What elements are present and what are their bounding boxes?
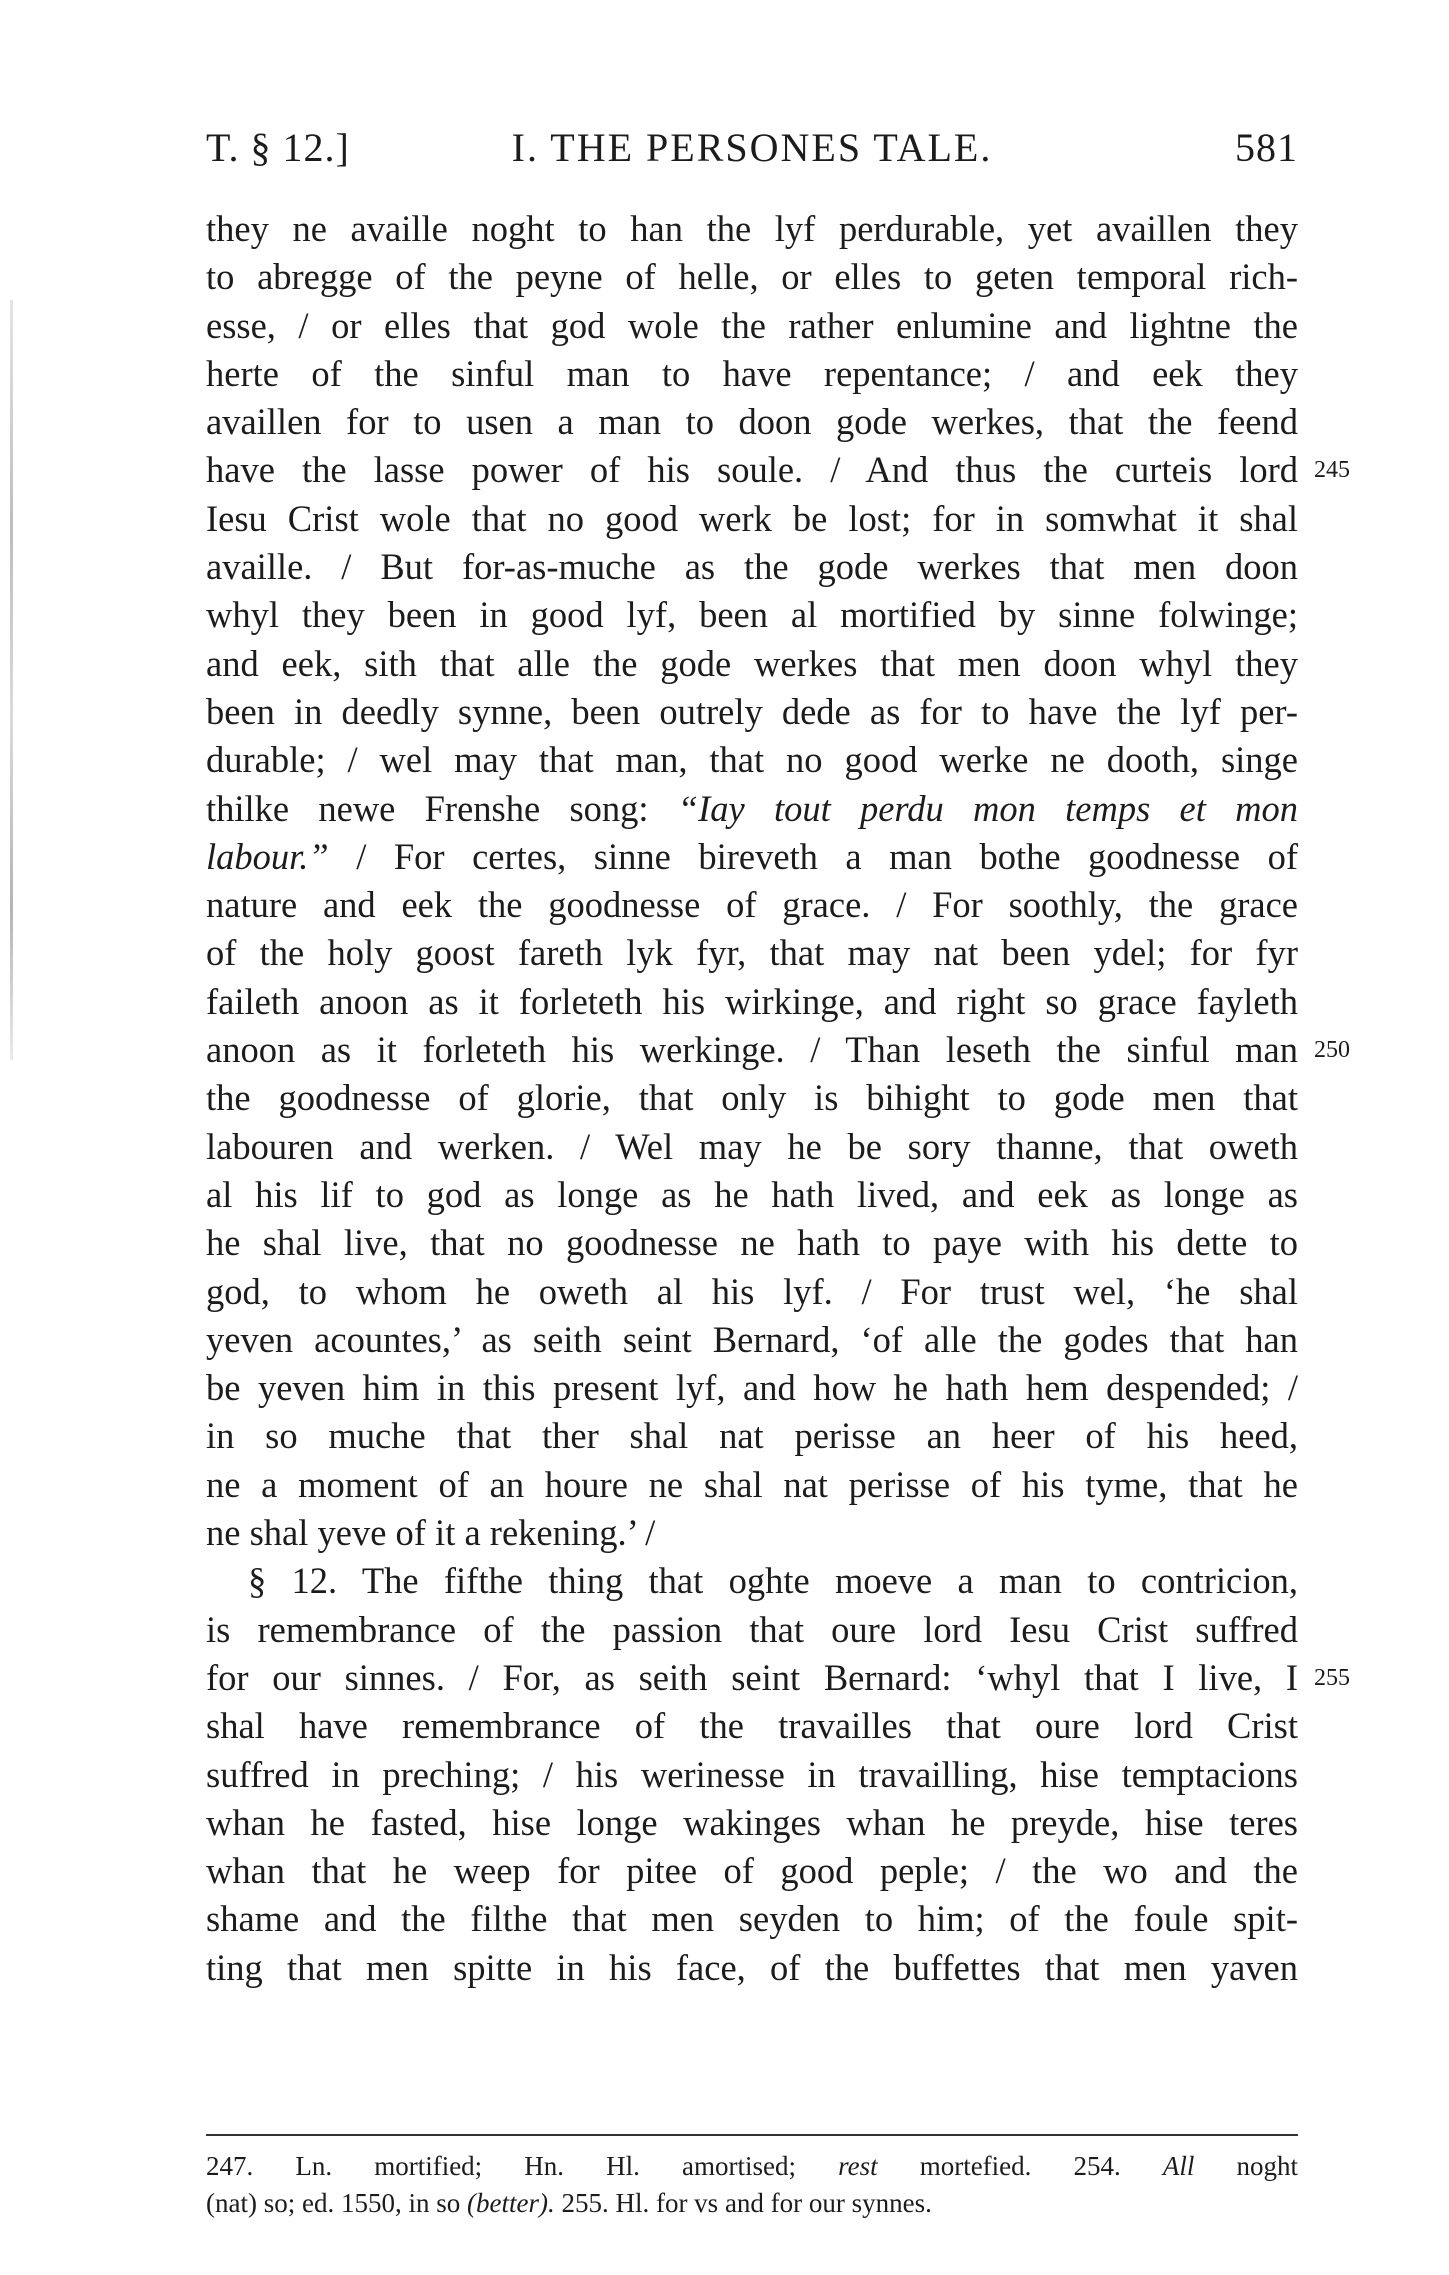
footnote-line: (nat) so; ed. 1550, in so (better). 255. Hl. for vs and for our synnes. [206, 2188, 932, 2218]
text-line: al his lif to god as longe as he hath lived, and eek as longe as [206, 1173, 1298, 1215]
footnote-line: 247. Ln. mortified; Hn. Hl. amortised; rest mortefied. 254. All noght [206, 2151, 1299, 2181]
text-line: he shal live, that no goodnesse ne hath to paye with his dette to [206, 1222, 1298, 1264]
text-line: ne a moment of an houre ne shal nat perisse of his tyme, that he [206, 1463, 1298, 1505]
text-line: and eek, sith that alle the gode werkes that men doon whyl they [206, 642, 1298, 684]
text-line: nature and eek the goodnesse of grace. / For soothly, the grace [206, 884, 1298, 926]
text-line: they ne availle noght to han the lyf perdurable, yet availlen they [206, 208, 1298, 249]
text-line: availlen for to usen a man to doon gode werkes, that the feend [206, 401, 1298, 443]
text-line: to abregge of the peyne of helle, or elles to geten temporal rich- [206, 256, 1298, 298]
text-line: durable; / wel may that man, that no good werke ne dooth, singe [206, 739, 1298, 781]
binding-shadow [10, 300, 13, 1060]
text-line: is remembrance of the passion that oure lord Iesu Crist suffred [206, 1608, 1298, 1650]
text-line: been in deedly synne, been outrely dede as for to have the lyf per- [206, 690, 1298, 732]
text-line: god, to whom he oweth al his lyf. / For trust wel, ‘he shal [206, 1270, 1298, 1312]
running-head [206, 118, 1298, 178]
text-line: Iesu Crist wole that no good werk be lost; for in somwhat it shal [206, 497, 1298, 539]
text-line: shame and the filthe that men seyden to him; of the foule spit- [206, 1898, 1298, 1940]
text-line: whan he fasted, hise longe wakinges whan he preyde, hise teres [206, 1801, 1298, 1843]
text-line: of the holy goost fareth lyk fyr, that may nat been ydel; for fyr [206, 932, 1298, 974]
text-line: be yeven him in this present lyf, and how he hath hem despended; / [206, 1367, 1298, 1409]
text-line: for our sinnes. / For, as seith seint Bernard: ‘whyl that I live, I 255 [206, 1654, 1298, 1702]
text-line: in so muche that ther shal nat perisse an heer of his heed, [206, 1415, 1298, 1457]
text-line: shal have remembrance of the travailles that oure lord Crist [206, 1705, 1298, 1747]
text-line: the goodnesse of glorie, that only is bihight to gode men that [206, 1077, 1298, 1119]
section-reference: T. § 12.] [206, 125, 350, 170]
text-line: have the lasse power of his soule. / And thus the curteis lord 245 [206, 446, 1298, 494]
text-line: ne shal yeve of it a rekening.’ / [206, 1512, 656, 1554]
text-line: suffred in preching; / his werinesse in travailling, hise temptacions [206, 1753, 1298, 1795]
line-number: 245 [1314, 457, 1350, 484]
line-number: 255 [1314, 1664, 1350, 1691]
text-line: ting that men spitte in his face, of the buffettes that men yaven [206, 1946, 1298, 1988]
text-line: whan that he weep for pitee of good peple; / the wo and the [206, 1850, 1298, 1892]
text-line: esse, / or elles that god wole the rather enlumine and lightne the [206, 304, 1298, 346]
footnote-divider [206, 2134, 1298, 2136]
text-line: labouren and werken. / Wel may he be sory thanne, that oweth [206, 1125, 1298, 1167]
text-line: whyl they been in good lyf, been al mortified by sinne folwinge; [206, 594, 1298, 636]
footnotes [206, 2148, 1298, 2222]
page-number: 581 [1235, 125, 1298, 170]
body-text [206, 205, 1350, 1992]
section-start-line: § 12. The fifthe thing that oghte moeve a man to contricion, [248, 1560, 1298, 1602]
text-line: thilke newe Frenshe song: “Iay tout perdu mon temps et mon [206, 787, 1298, 829]
french-quotation-end: labour.” [206, 835, 329, 877]
text-line: labour.” / For certes, sinne bireveth a man bothe goodnesse of [206, 835, 1298, 877]
text-line: availle. / But for-as-muche as the gode werkes that men doon [206, 546, 1298, 588]
page-title: I. THE PERSONES TALE. [511, 125, 993, 170]
french-quotation: “Iay tout perdu mon temps et mon [677, 787, 1298, 829]
text-line: herte of the sinful man to have repentance; / and eek they [206, 352, 1298, 394]
text-line: anoon as it forleteth his werkinge. / Than leseth the sinful man 250 [206, 1026, 1298, 1074]
text-line: yeven acountes,’ as seith seint Bernard, ‘of alle the godes that han [206, 1318, 1298, 1360]
line-number: 250 [1314, 1037, 1350, 1064]
text-line: faileth anoon as it forleteth his wirkinge, and right so grace fayleth [206, 980, 1298, 1022]
